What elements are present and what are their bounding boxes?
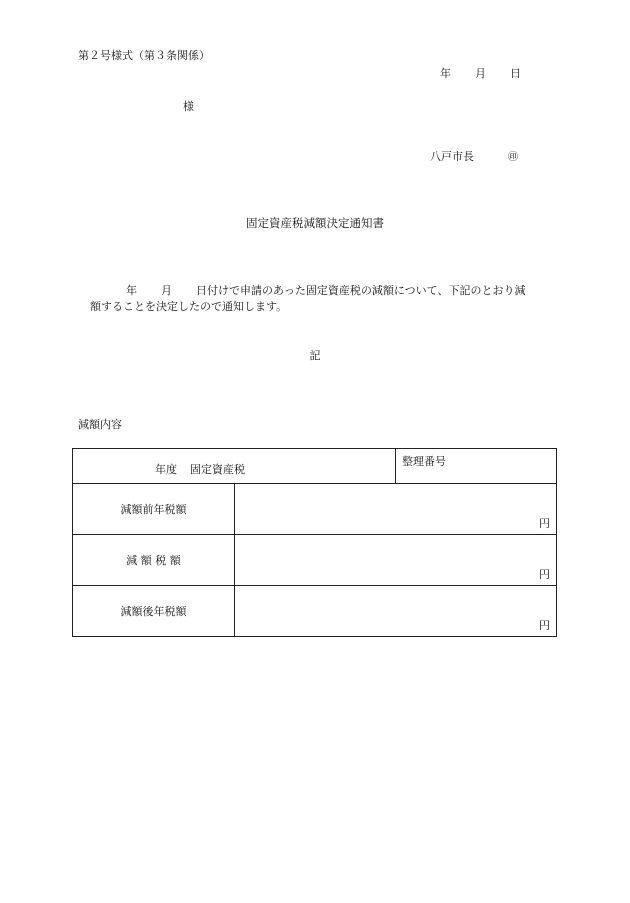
body-line-2: 額することを決定したので通知します。 [90, 300, 288, 313]
body-year-label: 年 [126, 284, 137, 297]
fiscal-year-cell [73, 449, 396, 484]
sender-line [430, 150, 518, 165]
date-year-label: 年 [440, 67, 451, 80]
fiscal-year-label: 年度 [155, 463, 177, 476]
table-header-row [73, 449, 557, 484]
date-month-label: 月 [475, 67, 486, 80]
body-line-1 [90, 283, 560, 299]
date-day-label: 日 [510, 67, 521, 80]
section-label: 減額内容 [78, 418, 122, 431]
yen-unit: 円 [539, 568, 550, 581]
tax-type-label: 固定資産税 [190, 463, 245, 476]
yen-unit: 円 [539, 619, 550, 632]
table-row [73, 535, 557, 586]
addressee-suffix: 様 [183, 100, 194, 113]
reduction-table [72, 448, 557, 637]
row-label: 減額前年税額 [120, 503, 187, 516]
form-number-label: 第２号様式（第３条関係） [78, 49, 210, 62]
reference-number-label: 整理番号 [402, 455, 446, 468]
amount-field [235, 535, 557, 586]
reference-number-cell [396, 449, 557, 484]
date-line [440, 67, 521, 81]
row-label-cell [73, 484, 235, 535]
row-label: 減額後年税額 [120, 605, 187, 618]
body-paragraph [90, 283, 560, 315]
amount-field [235, 484, 557, 535]
body-line-1-rest: 日付けで申請のあった固定資産税の減額について、下記のとおり減 [196, 284, 526, 297]
row-label-cell [73, 586, 235, 637]
sender-name: 八戸市長 [430, 150, 474, 163]
row-label-cell [73, 535, 235, 586]
ki-heading: 記 [309, 349, 321, 362]
body-month-label: 月 [161, 284, 172, 297]
table-row [73, 484, 557, 535]
table-row [73, 586, 557, 637]
document-title: 固定資産税減額決定通知書 [246, 216, 384, 230]
amount-field [235, 586, 557, 637]
seal-mark: ㊞ [508, 152, 518, 163]
yen-unit: 円 [539, 517, 550, 530]
row-label: 減 額 税 額 [126, 554, 181, 567]
